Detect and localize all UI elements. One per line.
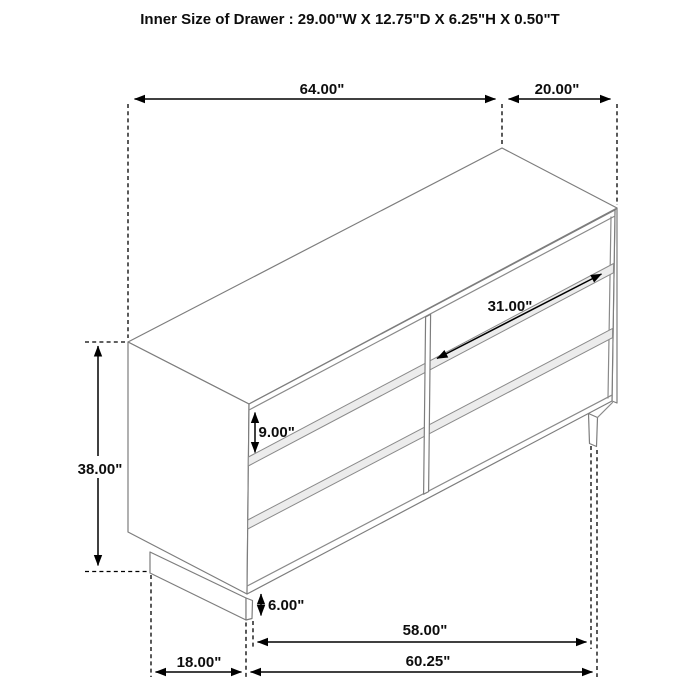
diagram-title: Inner Size of Drawer : 29.00"W X 12.75"D X 6.25"H X 0.50"T — [140, 11, 560, 28]
dim-label-base-width: 60.25" — [405, 653, 451, 670]
furniture-drawing — [128, 148, 617, 620]
dim-label-top-depth: 20.00" — [534, 81, 580, 98]
dim-label-base-depth: 18.00" — [176, 654, 222, 671]
dim-label-base-inner-width: 58.00" — [402, 622, 448, 639]
dim-label-drawer-width: 31.00" — [487, 298, 533, 315]
base-plinth-right-leg — [589, 414, 598, 447]
dim-label-base-height: 6.00" — [268, 597, 305, 614]
dim-label-top-width: 64.00" — [299, 81, 345, 98]
dim-label-overall-height: 38.00" — [77, 461, 123, 478]
dim-label-drawer-height: 9.00" — [258, 424, 295, 441]
base-plinth-front-left-leg — [246, 598, 253, 620]
